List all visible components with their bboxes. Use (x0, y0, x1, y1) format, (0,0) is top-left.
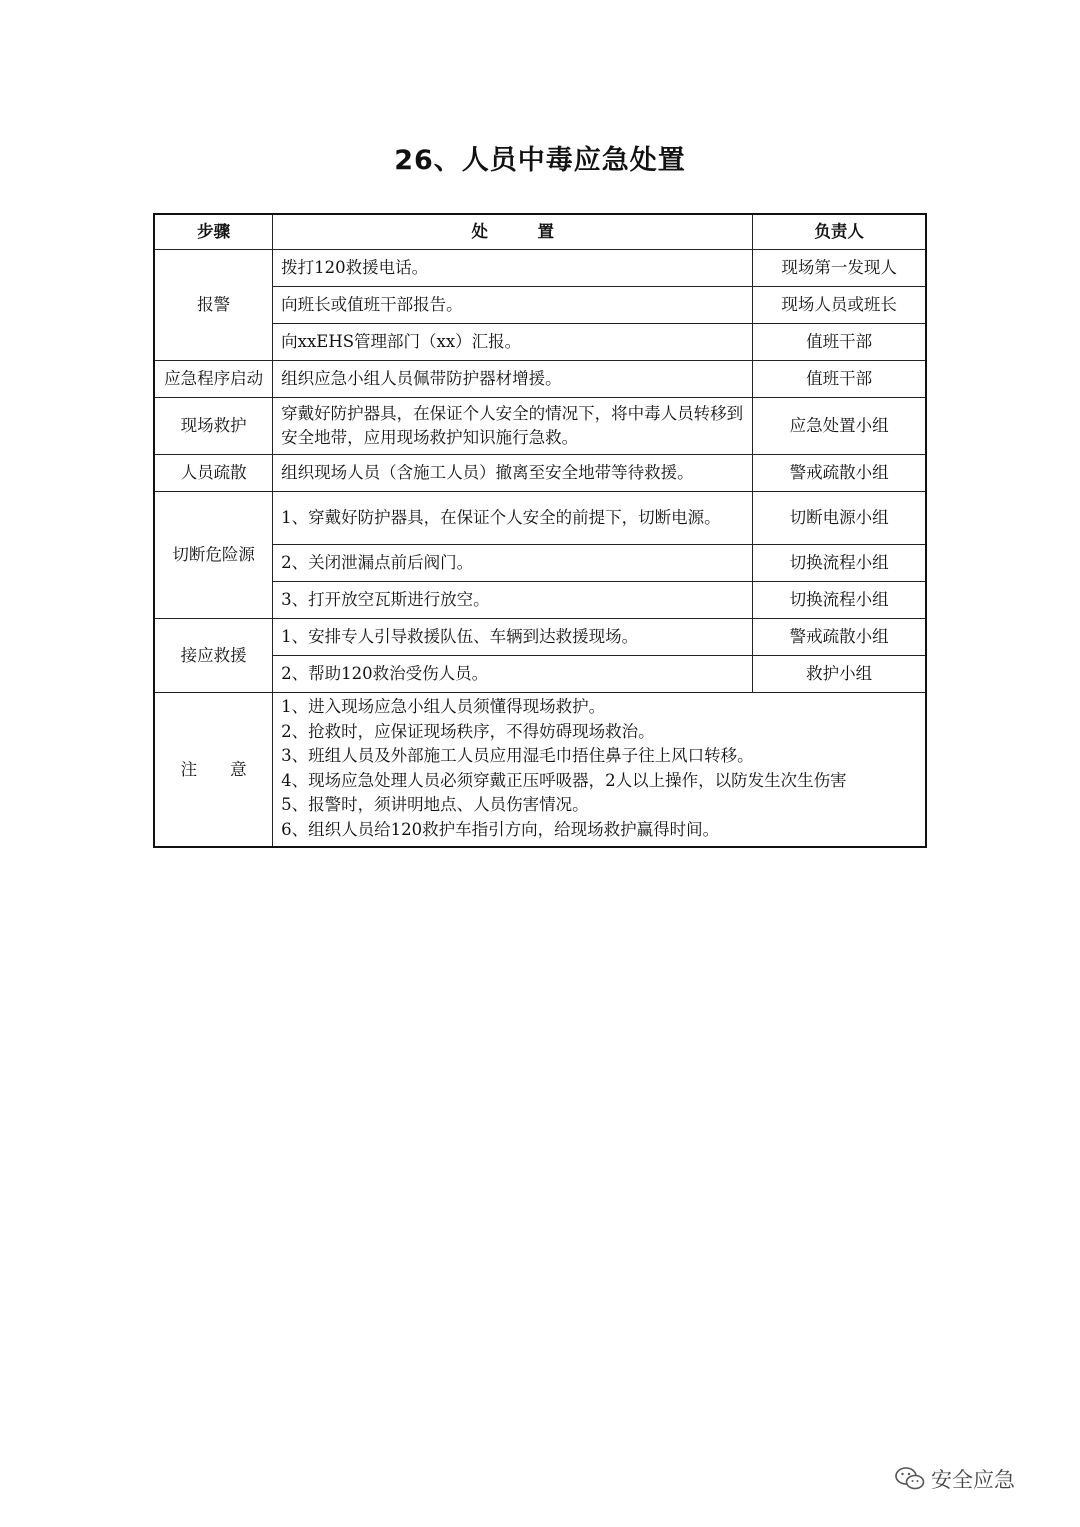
header-responsible: 负责人 (753, 214, 926, 250)
wechat-icon (895, 1466, 925, 1492)
table-row (154, 398, 926, 455)
header-step: 步骤 (154, 214, 273, 250)
action-cell: 2、关闭泄漏点前后阀门。 (273, 545, 753, 582)
responsible-cell: 现场人员或班长 (753, 287, 926, 324)
note-item: 6、组织人员给120救护车指引方向，给现场救护赢得时间。 (281, 819, 720, 839)
responsible-cell: 切换流程小组 (753, 582, 926, 619)
step-cell: 切断危险源 (154, 492, 273, 619)
table-row (154, 492, 926, 545)
note-item: 5、报警时，须讲明地点、人员伤害情况。 (281, 795, 589, 814)
note-item: 1、进入现场应急小组人员须懂得现场救护。 (281, 697, 606, 716)
page-title: 26、人员中毒应急处置 (394, 145, 686, 176)
responsible-cell: 切断电源小组 (753, 492, 926, 545)
watermark (895, 1463, 1015, 1495)
step-cell: 现场救护 (154, 398, 273, 455)
responsible-cell: 警戒疏散小组 (753, 455, 926, 492)
action-cell: 1、安排专人引导救援队伍、车辆到达救援现场。 (273, 619, 753, 656)
note-item: 4、现场应急处理人员必须穿戴正压呼吸器，2人以上操作，以防发生次生伤害 (281, 770, 847, 790)
note-item: 3、班组人员及外部施工人员应用湿毛巾捂住鼻子往上风口转移。 (281, 746, 754, 765)
action-cell: 1、穿戴好防护器具，在保证个人安全的前提下，切断电源。 (273, 492, 753, 545)
notes-cell (273, 693, 926, 848)
table-row (154, 361, 926, 398)
responsible-cell: 切换流程小组 (753, 545, 926, 582)
step-cell: 接应救援 (154, 619, 273, 693)
action-cell: 向xxEHS管理部门（xx）汇报。 (273, 324, 753, 361)
action-cell: 组织应急小组人员佩带防护器材增援。 (273, 361, 753, 398)
note-item: 2、抢救时，应保证现场秩序，不得妨碍现场救治。 (281, 721, 655, 741)
responsible-cell: 警戒疏散小组 (753, 619, 926, 656)
action-cell: 向班长或值班干部报告。 (273, 287, 753, 324)
action-cell: 2、帮助120救治受伤人员。 (273, 656, 753, 693)
action-cell: 组织现场人员（含施工人员）撤离至安全地带等待救援。 (273, 455, 753, 492)
table-header-row (154, 214, 926, 250)
watermark-text: 安全应急 (931, 1468, 1015, 1492)
step-cell: 报警 (154, 250, 273, 361)
action-cell: 拨打120救援电话。 (273, 250, 753, 287)
table-row (154, 455, 926, 492)
responsible-cell: 值班干部 (753, 361, 926, 398)
action-cell: 穿戴好防护器具，在保证个人安全的情况下，将中毒人员转移到安全地带，应用现场救护知识施行急救。 (273, 398, 753, 455)
responsible-cell: 应急处置小组 (753, 398, 926, 455)
table-row (154, 250, 926, 287)
responsible-cell: 值班干部 (753, 324, 926, 361)
notes-label: 注 意 (154, 693, 273, 848)
step-cell: 人员疏散 (154, 455, 273, 492)
step-cell: 应急程序启动 (154, 361, 273, 398)
table-row (154, 619, 926, 656)
responsible-cell: 救护小组 (753, 656, 926, 693)
header-action: 处 置 (273, 214, 753, 250)
action-cell: 3、打开放空瓦斯进行放空。 (273, 582, 753, 619)
notes-row (154, 693, 926, 848)
procedure-table (153, 213, 927, 848)
responsible-cell: 现场第一发现人 (753, 250, 926, 287)
